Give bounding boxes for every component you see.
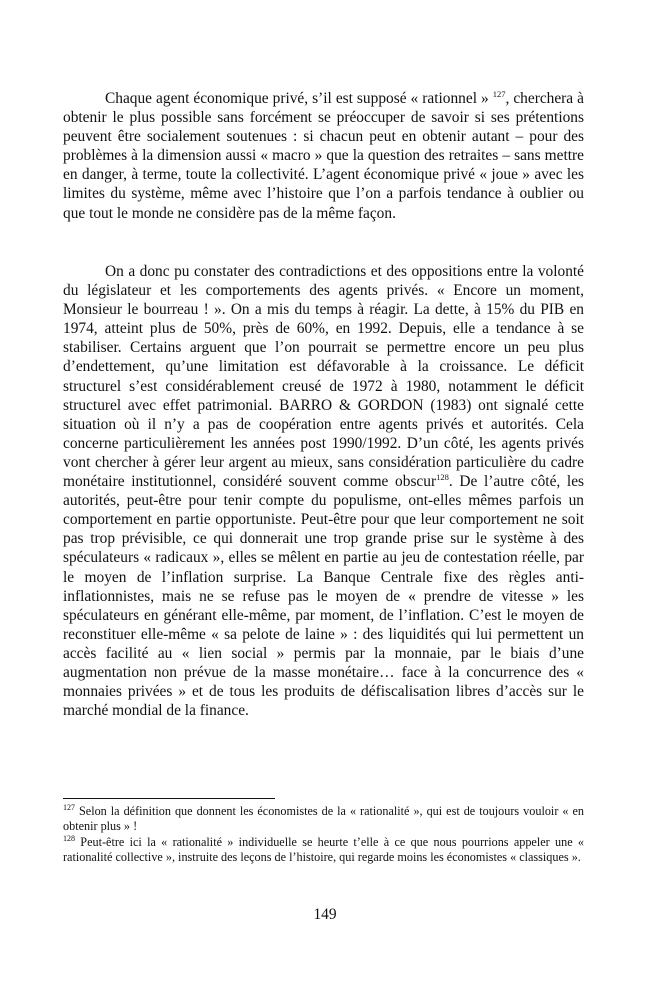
footnote-text: Selon la définition que donnent les économistes de la « rationalité », qui est de toujours vouloir « en obtenir plus » ! [63,804,584,834]
paragraph-text-end: . De l’autre côté, les autorités, peut-être pour tenir compte du populisme, ont-elles mêmes parfois un comportement en partie opportuniste. Peut-être pour que leur comportement ne soit pas trop prévisible, ce qui donnerait une trop grande prise sur le système à des spéculateurs « radicaux », elles se mêlent en partie au jeu de contestation réelle, par le moyen de l’inflation surprise. La Banque Centrale fixe des règles anti-inflationnistes, mais ne se refuse pas le moyen de « prendre de vitesse » les spéculateurs en générant elle-même, par moment, de l’inflation. C’est le moyen de reconstituer elle-même « sa pelote de laine » : des liquidités qui lui permettent un accès facilité au « lien social » permis par la monnaie, par le biais d’une augmentation non prévue de la masse monétaire… face à la concurrence des « monnaies privées » et de tous les produits de défiscalisation libres d’accès sur le marché mondial de la finance. [63,473,585,720]
footnote-127 [63,804,584,835]
page-number: 149 [313,906,337,923]
footnote-text: Peut-être ici la « rationalité » individuelle se heurte t’elle à ce que nous pourrions appeler une « rationalité collective », instruite des leçons de l’histoire, qui regarde moins les économistes « classiques ». [63,834,584,864]
paragraph-2 [63,262,584,720]
paragraph-text-start: Chaque agent économique privé, s’il est supposé « rationnel » [105,90,493,107]
paragraph-text-end: , cherchera à obtenir le plus possible sans forcément se préoccuper de savoir si ses prétentions peuvent être socialement soutenues : si chacun peut en obtenir autant – pour des problèmes à la dimension aussi « macro » que la question des retraites – sans mettre en danger, à terme, toute la collectivité. L’agent économique privé « joue » avec les limites du système, même avec l’histoire que l’on a parfois tendance à oublier ou que tout le monde ne considère pas de la même façon. [63,90,584,222]
footnote-number: 127 [63,803,75,812]
footnote-number: 128 [63,833,75,843]
paragraph-text [63,262,584,720]
footnote-reference-128[interactable]: 128 [436,472,449,483]
footnote-separator [63,798,275,799]
paragraph-text [63,89,584,223]
paragraph-1 [63,89,584,223]
footnote-128 [63,835,584,866]
paragraph-text-start: On a donc pu constater des contradictions et des oppositions entre la volonté du législateur et les comportements des agents privés. « Encore un moment, Monsieur le bourreau ! ». On a mis du temps à réagir. La dette, à 15% du PIB en 1974, atteint plus de 50%, près de 60%, en 1992. Depuis, elle a tendance à se stabiliser. Certains arguent que l’on pourrait se permettre encore un peu plus d’endettement, qu’une limitation est défavorable à la croissance. Le déficit structurel s’est considérablement creusé de 1972 à 1980, notamment le déficit structurel avec effet patrimonial. BARRO & GORDON (1983) ont signalé cette situation où il n’y a pas de coopération entre agents privés et autorités. Cela concerne particulièrement les années post 1990/1992. D’un côté, les agents privés vont chercher à gérer leur argent au mieux, sans considération particulière du cadre monétaire institutionnel, considéré souvent comme obscur [63,263,584,491]
footnote-reference-127[interactable]: 127 [492,89,506,99]
footnotes [63,804,584,865]
